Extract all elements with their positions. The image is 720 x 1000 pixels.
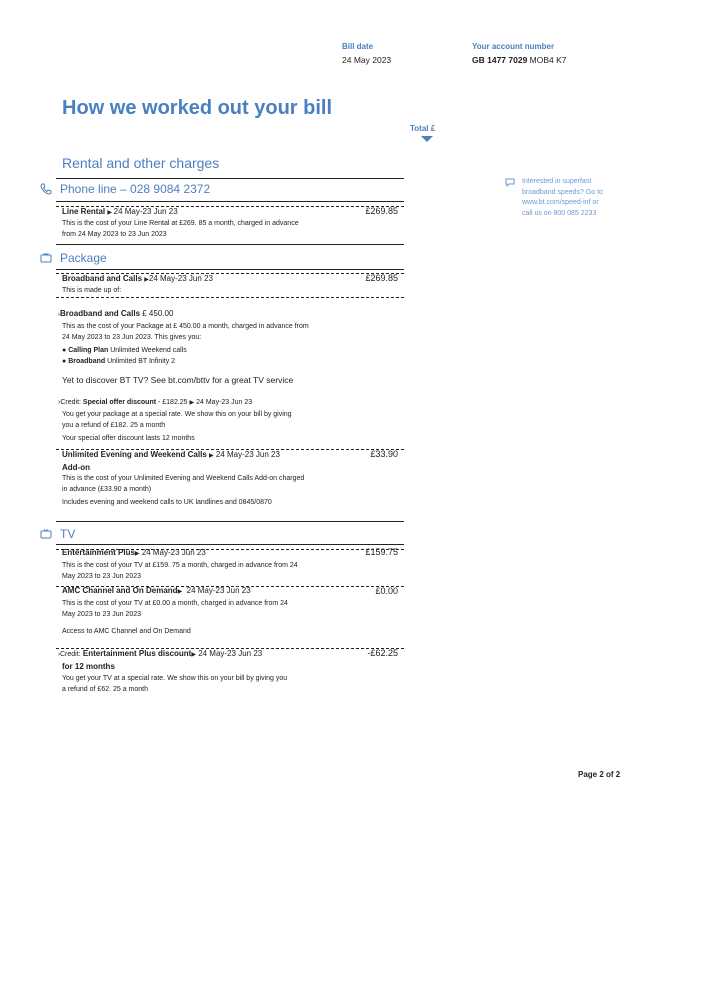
account-number-label: Your account number	[472, 42, 555, 51]
broadband-calls-amount: £269.85	[365, 273, 398, 283]
page-title: How we worked out your bill	[62, 97, 333, 119]
arrow-down-icon	[421, 136, 433, 143]
line-rental-amount: £269.85	[365, 206, 398, 216]
section-title: Rental and other charges	[62, 155, 220, 171]
made-up-of-text: This is made up of:	[62, 287, 122, 294]
bill-date-label: Bill date	[342, 42, 374, 51]
tv-title: TV	[60, 527, 76, 541]
play-icon: ▶	[144, 277, 149, 283]
tv-icon	[40, 529, 52, 539]
divider	[56, 521, 404, 522]
chevron-right-icon: ›	[58, 312, 60, 318]
section-divider	[56, 178, 404, 179]
tv-credit-amount: -£62.25	[367, 648, 398, 658]
package-subitem: ›Broadband and Calls £ 450.00	[58, 309, 174, 318]
divider	[56, 201, 404, 202]
line-rental-description: This is the cost of your Line Rental at £269. 85 a month, charged in advance from 24 May 2023 to 23 Jun 2023	[62, 220, 299, 238]
broadband-calls-row: Broadband and Calls ▶24 May-23 Jun 23	[62, 274, 213, 283]
divider	[56, 544, 404, 545]
tv-credit-description: You get your TV at a special rate. We show this on your bill by giving you a refund of £62. 25 a month	[62, 675, 288, 693]
package-icon	[40, 253, 52, 263]
addon-amount: £33.90	[370, 449, 398, 459]
sidebar-note: Interested in superfast broadband speeds? Go to www.bt.com/speed-inf or call us on 800 085 2233	[522, 178, 603, 217]
divider	[56, 269, 404, 270]
entertainment-plus-amount: £159.75	[365, 547, 398, 557]
addon-description: This is the cost of your Unlimited Evening and Weekend Calls Add-on charged in advance (£33.90 a month) Includes evening and weekend calls to UK landlines and 0845/0870	[62, 475, 305, 506]
amc-amount: £0.00	[375, 586, 398, 596]
play-icon: ▶	[107, 210, 114, 216]
package-subitem-description: This as the cost of your Package at £ 450.00 a month, charged in advance from 24 May 2023 to 23 Jun 2023. This gives you: ● Calling Plan Unlimited Weekend calls ● Broadband Unlimited BT Infinity 2	[62, 323, 309, 365]
page-number: Page 2 of 2	[578, 770, 621, 779]
comment-icon	[505, 178, 515, 187]
phone-icon	[40, 183, 52, 195]
dashed-divider	[56, 297, 404, 298]
line-rental-row: Line Rental ▶ 24 May-23 Jun 23	[62, 207, 178, 216]
phone-line-heading	[40, 182, 210, 196]
tv-heading	[40, 527, 75, 541]
addon-row: Unlimited Evening and Weekend Calls ▶ 24 May-23 Jun 23 Add-on	[62, 450, 280, 472]
tv-credit-row: ›Credit: Entertainment Plus discount▶ 24 May-23 Jun 23 for 12 months	[58, 649, 263, 671]
account-number: GB 1477 7029 MOB4 K7	[472, 55, 567, 65]
package-title: Package	[60, 251, 107, 265]
total-column-label: Total £	[410, 124, 436, 133]
package-heading	[40, 251, 107, 265]
bttv-promo: Yet to discover BT TV? See bt.com/bttv for a great TV service	[62, 375, 294, 385]
entertainment-plus-description: This is the cost of your TV at £159. 75 a month, charged in advance from 24 May 2023 to 23 Jun 2023	[62, 562, 298, 580]
amc-description: This is the cost of your TV at £0.00 a month, charged in advance from 24 May 2023 to 23 Jun 2023 Access to AMC Channel and On Demand	[62, 600, 288, 635]
divider	[56, 244, 404, 245]
package-credit-row: ›Credit: Special offer discount - £182.25 ▶ 24 May-23 Jun 23	[58, 399, 253, 406]
phone-line-title: Phone line – 028 9084 2372	[60, 182, 211, 196]
bill-date: 24 May 2023	[342, 55, 392, 65]
package-credit-description: You get your package at a special rate. We show this on your bill by giving you a refund of £182. 25 a month Your special offer discount lasts 12 months	[62, 411, 292, 442]
entertainment-plus-row: Entertainment Plus▶ 24 May-23 Jun 23	[62, 548, 206, 557]
amc-row: AMC Channel and On Demand▶ 24 May-23 Jun 23	[62, 586, 251, 595]
